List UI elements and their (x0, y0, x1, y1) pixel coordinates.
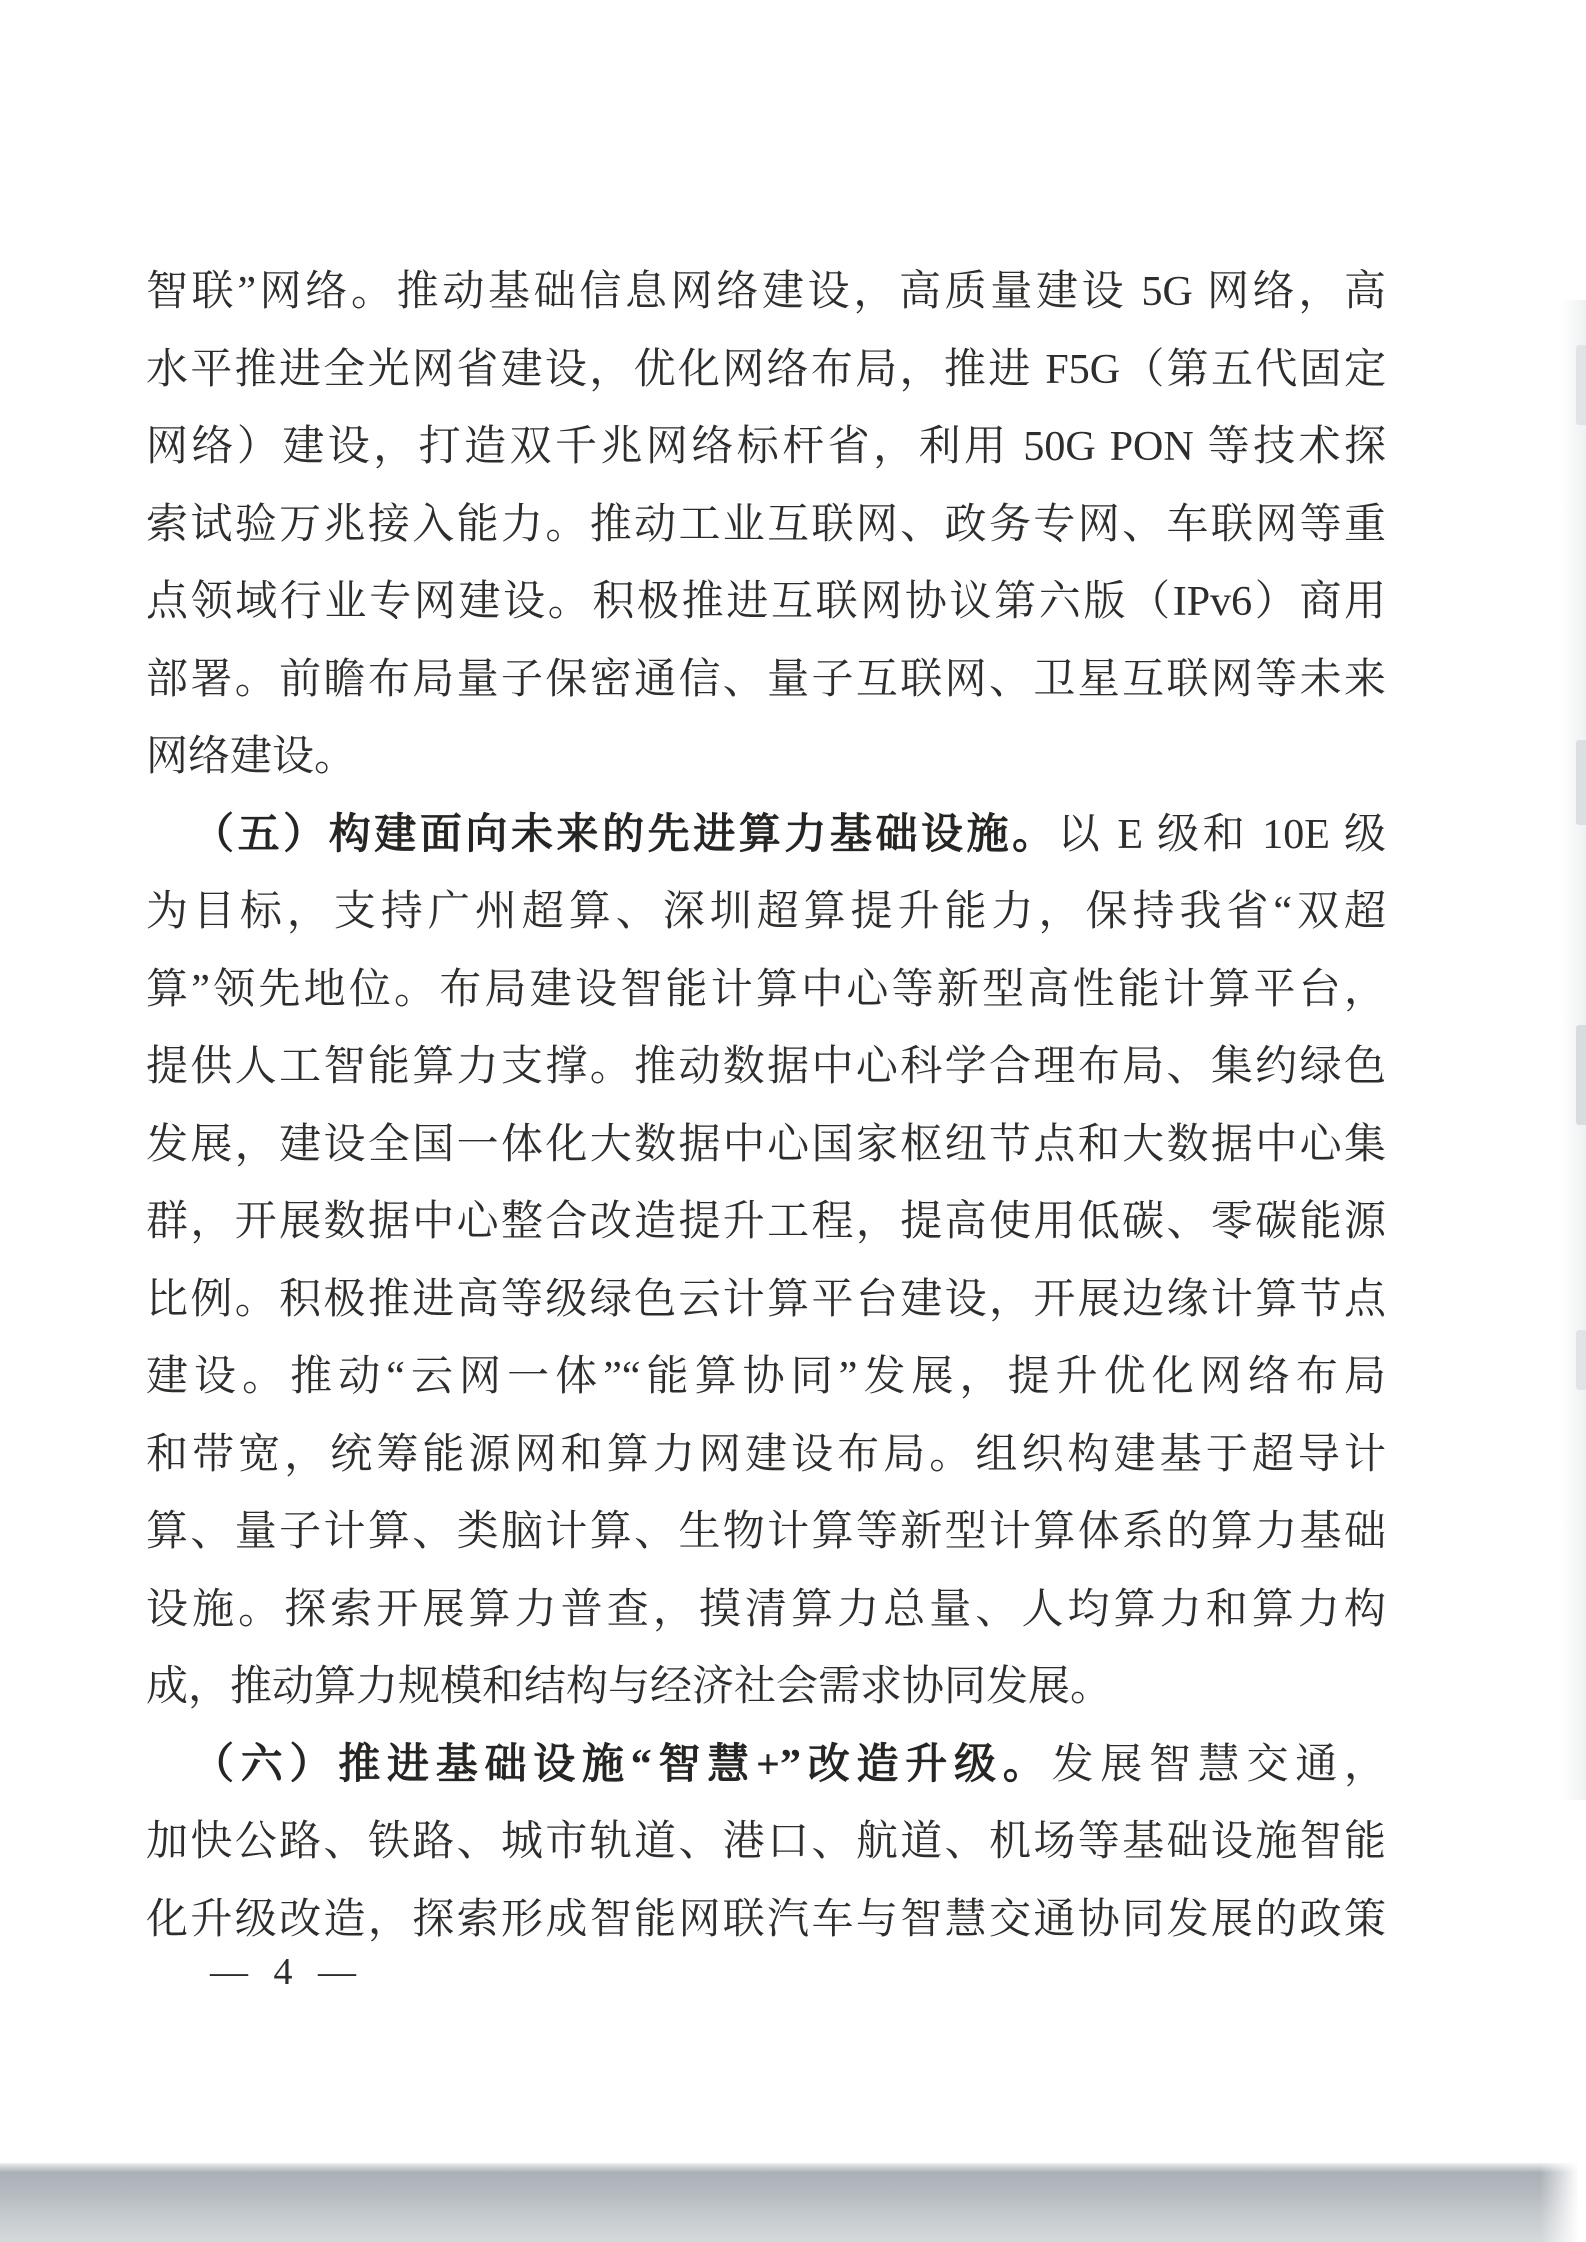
paragraph-text: 算”领先地位。布局建设智能计算中心等新型高性能计算平台， (146, 966, 1386, 1013)
paragraph-text: 发展智慧交通， (1051, 1741, 1386, 1788)
paragraph-heading: （六）推进基础设施“智慧+”改造升级。 (192, 1741, 1052, 1788)
text-line (146, 1727, 1386, 1805)
text-line (146, 1339, 1386, 1417)
text-line (146, 1494, 1386, 1572)
scan-shadow-bottom (0, 2163, 1578, 2242)
text-line (146, 952, 1386, 1030)
text-line (146, 1107, 1386, 1185)
text-line (146, 642, 1386, 720)
scan-edge-artifact (1576, 740, 1586, 825)
scan-edge-artifact (1576, 345, 1586, 425)
paragraph-text: 建设。推动“云网一体”“能算协同”发展，提升优化网络布局 (146, 1354, 1386, 1400)
paragraph-text: 设施。探索开展算力普查，摸清算力总量、人均算力和算力构 (146, 1586, 1386, 1633)
paragraph-text: 发展，建设全国一体化大数据中心国家枢纽节点和大数据中心集 (146, 1121, 1386, 1168)
document-body (146, 254, 1386, 1959)
paragraph-text: 部署。前瞻布局量子保密通信、量子互联网、卫星互联网等未来 (146, 656, 1386, 703)
scan-shadow-bottom-fade (1540, 2163, 1586, 2242)
text-line (146, 1029, 1386, 1107)
text-line (146, 1649, 1386, 1727)
paragraph-text: 智联”网络。推动基础信息网络建设，高质量建设 5G 网络，高 (146, 269, 1386, 315)
paragraph-text: 水平推进全光网省建设，优化网络布局，推进 F5G（第五代固定 (146, 346, 1386, 393)
paragraph-text: 索试验万兆接入能力。推动工业互联网、政务专网、车联网等重 (146, 501, 1386, 548)
page-number: — 4 — (210, 1951, 364, 1993)
paragraph-text: 网络）建设，打造双千兆网络标杆省，利用 50G PON 等技术探 (146, 424, 1386, 470)
paragraph-text: 化升级改造，探索形成智能网联汽车与智慧交通协同发展的政策 (146, 1896, 1386, 1943)
paragraph-text: 和带宽，统筹能源网和算力网建设布局。组织构建基于超导计 (146, 1431, 1386, 1478)
scan-edge-artifact (1576, 1330, 1586, 1390)
text-line (146, 797, 1386, 875)
text-line (146, 487, 1386, 565)
text-line (146, 1804, 1386, 1882)
paragraph-text: 算、量子计算、类脑计算、生物计算等新型计算体系的算力基础 (146, 1509, 1386, 1555)
paragraph-text: 成，推动算力规模和结构与经济社会需求协同发展。 (146, 1664, 1113, 1710)
text-line (146, 719, 1386, 797)
text-line (146, 409, 1386, 487)
paragraph-text: 加快公路、铁路、城市轨道、港口、航道、机场等基础设施智能 (146, 1819, 1386, 1865)
text-line (146, 564, 1386, 642)
text-line (146, 874, 1386, 952)
paragraph-text: 为目标，支持广州超算、深圳超算提升能力，保持我省“双超 (146, 889, 1386, 935)
text-line (146, 1262, 1386, 1340)
text-line (146, 1417, 1386, 1495)
paragraph-text: 以 E 级和 10E 级 (1057, 811, 1386, 858)
paragraph-text: 网络建设。 (146, 734, 357, 780)
paragraph-text: 群，开展数据中心整合改造提升工程，提高使用低碳、零碳能源 (146, 1199, 1386, 1245)
paragraph-text: 比例。积极推进高等级绿色云计算平台建设，开展边缘计算节点 (146, 1276, 1386, 1323)
scan-edge-artifact (1576, 1025, 1586, 1125)
paragraph-heading: （五）构建面向未来的先进算力基础设施。 (192, 811, 1058, 858)
text-line (146, 1572, 1386, 1650)
paragraph-text: 提供人工智能算力支撑。推动数据中心科学合理布局、集约绿色 (146, 1044, 1386, 1090)
text-line (146, 1882, 1386, 1960)
text-line (146, 254, 1386, 332)
paragraph-text: 点领域行业专网建设。积极推进互联网协议第六版（IPv6）商用 (146, 579, 1386, 625)
text-line (146, 1184, 1386, 1262)
text-line (146, 332, 1386, 410)
